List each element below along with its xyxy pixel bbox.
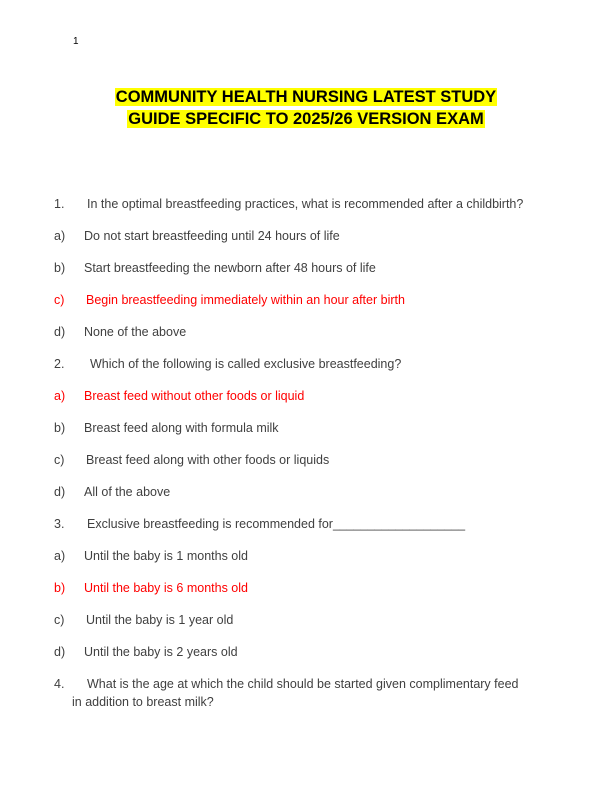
question-4-continuation: in addition to breast milk?: [72, 695, 214, 709]
item-marker: b): [54, 421, 66, 435]
item-marker: d): [54, 485, 66, 499]
item-marker: 3.: [54, 517, 65, 531]
item-marker: a): [54, 389, 66, 403]
title-line-1: COMMUNITY HEALTH NURSING LATEST STUDY: [115, 88, 497, 106]
item-marker: d): [54, 645, 66, 659]
document-title: [0, 86, 612, 130]
item-marker: b): [54, 581, 66, 595]
item-text: What is the age at which the child should be started given complimentary feed: [87, 677, 519, 691]
item-marker: c): [54, 293, 65, 307]
item-text: Breast feed along with formula milk: [84, 421, 279, 435]
item-text: All of the above: [84, 485, 171, 499]
item-marker: 4.: [54, 677, 65, 691]
item-text: Exclusive breastfeeding is recommended for___________________: [87, 517, 466, 531]
item-marker: 2.: [54, 357, 65, 371]
item-text: Start breastfeeding the newborn after 48 hours of life: [84, 261, 376, 275]
item-marker: 1.: [54, 197, 65, 211]
item-marker: a): [54, 549, 66, 563]
item-text: Do not start breastfeeding until 24 hours of life: [84, 229, 340, 243]
item-text: Until the baby is 6 months old: [84, 581, 248, 595]
item-marker: c): [54, 453, 65, 467]
item-text: Breast feed along with other foods or liquids: [86, 453, 330, 467]
item-text: Which of the following is called exclusive breastfeeding?: [90, 357, 402, 371]
item-marker: c): [54, 613, 65, 627]
item-text: Begin breastfeeding immediately within an hour after birth: [86, 293, 405, 307]
item-text: Until the baby is 1 year old: [86, 613, 234, 627]
title-line-2: GUIDE SPECIFIC TO 2025/26 VERSION EXAM: [128, 110, 484, 128]
item-text: Until the baby is 2 years old: [84, 645, 238, 659]
item-text: Until the baby is 1 months old: [84, 549, 248, 563]
page-number: 1: [73, 36, 79, 47]
item-text: None of the above: [84, 325, 187, 339]
item-marker: a): [54, 229, 66, 243]
item-text: In the optimal breastfeeding practices, what is recommended after a childbirth?: [87, 197, 524, 211]
item-text: Breast feed without other foods or liquid: [84, 389, 305, 403]
item-marker: b): [54, 261, 66, 275]
item-marker: d): [54, 325, 66, 339]
